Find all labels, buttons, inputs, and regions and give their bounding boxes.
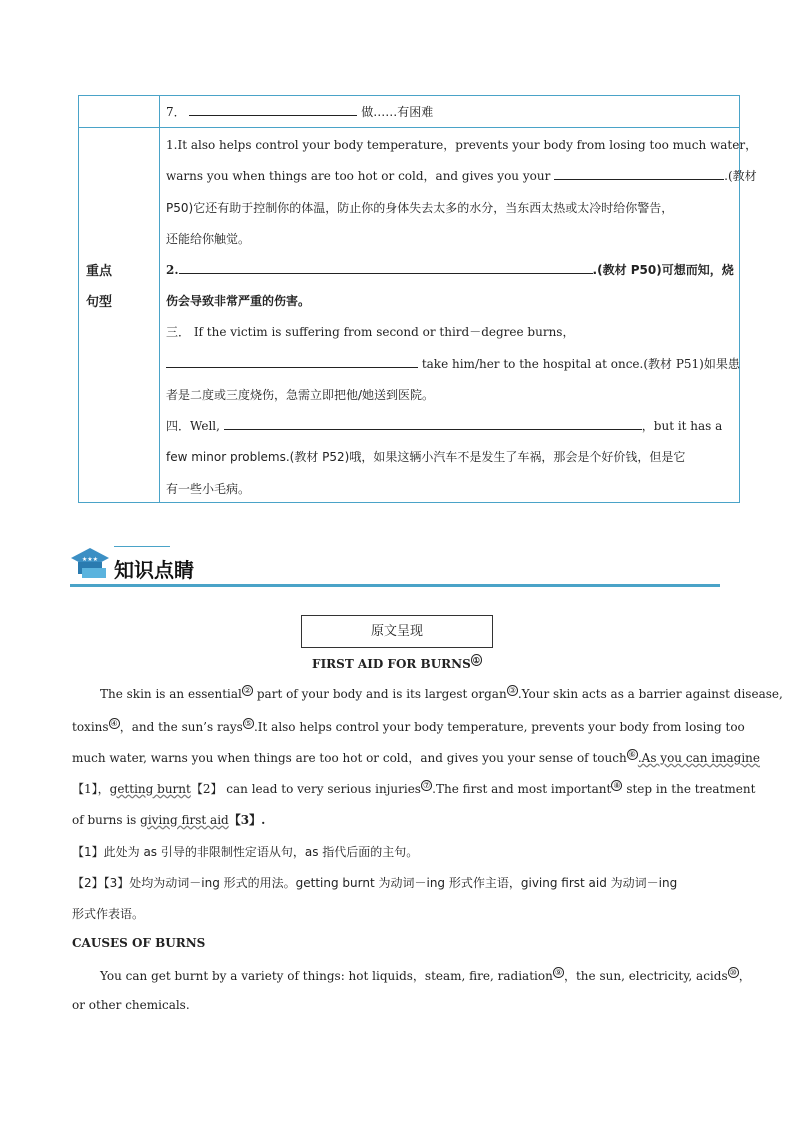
- sentence-2-line2: 伤会导致非常严重的伤害。: [166, 294, 311, 308]
- sentence-3-line3: 者是二度或三度烧伤，急需立即把他/她送到医院。: [166, 388, 435, 402]
- mortarboard-icon: [70, 546, 110, 580]
- section-heading-text: 知识点睛: [114, 558, 194, 582]
- para1-line3: much water, warns you when things are too hot or cold，and gives you your sense of touch ⑥ .As you can imagine: [72, 750, 760, 765]
- para1-line1: The skin is an essential ② part of your body and is its largest organ ③ .Your skin acts as a barrier against disease,: [100, 686, 783, 701]
- note-2-line2: 形式作表语。: [72, 907, 145, 921]
- article-title: FIRST AID FOR BURNS ①: [312, 655, 480, 671]
- para2-line2: or other chemicals.: [72, 998, 190, 1012]
- sentence-1-line1: 1.It also helps control your body temperature，prevents your body from losing too much water，: [166, 138, 758, 152]
- row-label-line1: 重点: [86, 264, 113, 279]
- blank-field[interactable]: [554, 167, 724, 180]
- para2-line1: You can get burnt by a variety of things: hot liquids，steam, fire, radiation ⑨ ，the sun, electricity, acids ⑩ ，: [100, 968, 751, 983]
- sentence-3-line1: 三． If the victim is suffering from second or third－degree burns，: [166, 325, 575, 339]
- table-cell-empty: [79, 96, 160, 128]
- para1-line4: 【1】，getting burnt【2】 can lead to very serious injuries ⑦ .The first and most important ⑧ step in the treatment: [72, 781, 756, 796]
- sentence-4-line2: few minor problems.(教材 P52)哦，如果这辆小汽车不是发生了车祸，那会是个好价钱，但是它: [166, 450, 686, 464]
- table-cell-label: [79, 128, 160, 503]
- blank-field[interactable]: [179, 261, 593, 274]
- heading-overline: [114, 546, 170, 547]
- para1-line2: toxins ④ ，and the sun’s rays ⑤ .It also helps control your body temperature, prevents your body from losing too: [72, 719, 745, 734]
- sentence-1-line4: 还能给你触觉。: [166, 232, 251, 246]
- sentence-4-line3: 有一些小毛病。: [166, 482, 251, 496]
- sentence-1-line2: warns you when things are too hot or cold，and gives you your .(教材: [166, 169, 757, 183]
- causes-heading: CAUSES OF BURNS: [72, 936, 206, 950]
- blank-field[interactable]: [224, 417, 642, 430]
- note-2-line1: 【2】【3】处均为动词－ing 形式的用法。getting burnt 为动词－ing 形式作主语，giving first aid 为动词－ing: [72, 876, 678, 890]
- row-label-line2: 句型: [86, 295, 113, 310]
- sentence-2-line1: 2. .(教材 P50)可想而知，烧: [166, 263, 734, 277]
- original-text-label-box: 原文呈现: [301, 615, 493, 648]
- note-1: 【1】此处为 as 引导的非限制性定语从句，as 指代后面的主句。: [72, 845, 419, 859]
- blank-field[interactable]: [166, 355, 418, 368]
- section-heading: [70, 540, 720, 588]
- sentence-4-line1: 四．Well, ，but it has a: [166, 419, 723, 433]
- heading-underline-bar: [70, 584, 720, 587]
- svg-text:★★★: ★★★: [81, 556, 99, 563]
- para1-line5: of burns is giving first aid【3】.: [72, 813, 266, 827]
- phrase-7-line: 7． 做……有困难: [166, 105, 434, 119]
- sentence-1-line3: P50)它还有助于控制你的体温，防止你的身体失去太多的水分，当东西太热或太冷时给你警告，: [166, 201, 674, 215]
- sentence-3-line2: take him/her to the hospital at once.(教材 P51)如果患: [166, 355, 730, 372]
- blank-field[interactable]: [189, 103, 357, 116]
